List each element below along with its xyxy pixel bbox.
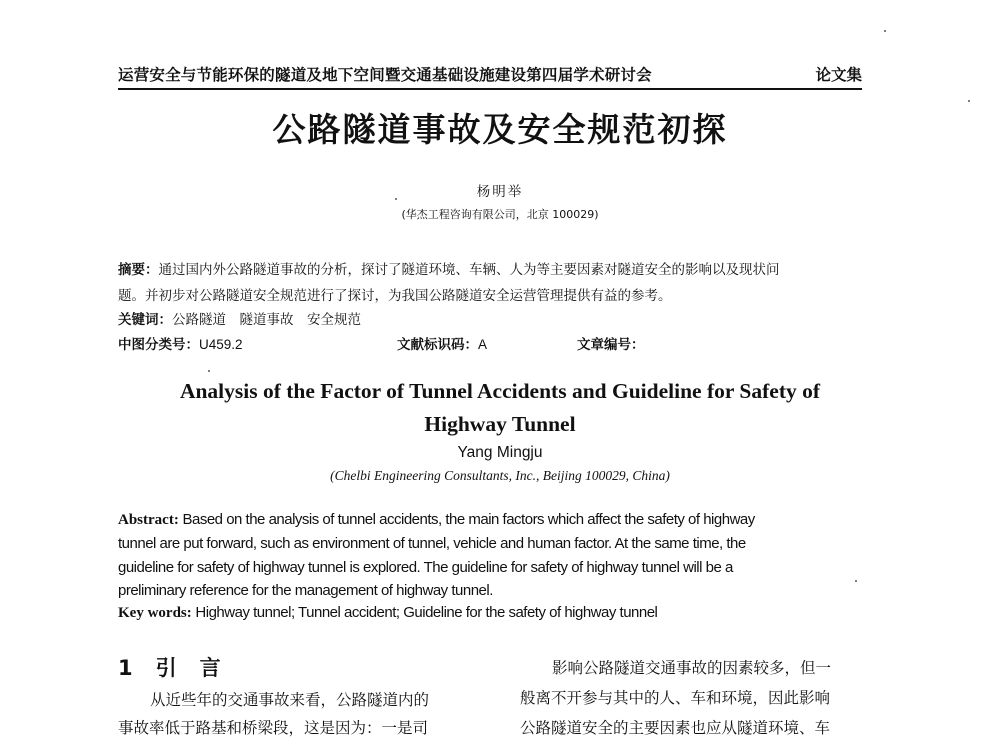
section-label: 论文集 <box>815 66 862 84</box>
scan-speck <box>884 30 886 32</box>
doc-code-label: 文献标识码： <box>397 337 478 353</box>
body-right-line-2: 般离不开参与其中的人、车和环境，因此影响 <box>520 689 831 707</box>
abstract-zh-line-1 <box>118 258 780 278</box>
body-left-line-1: 从近些年的交通事故来看，公路隧道内的 <box>150 691 430 709</box>
running-header <box>118 62 862 90</box>
abstract-zh-line-2: 题。并初步对公路隧道安全规范进行了探讨，为我国公路隧道安全运营管理提供有益的参考。 <box>118 288 672 304</box>
article-number-label: 文章编号： <box>577 337 645 353</box>
abstract-zh-text-1: 通过国内外公路隧道事故的分析，探讨了隧道环境、车辆、人为等主要因素对隧道安全的影响以及现状问 <box>158 262 780 278</box>
paper-title-zh: 公路隧道事故及安全规范初探 <box>272 110 728 149</box>
clc-number <box>118 333 243 353</box>
body-right-line-3: 公路隧道安全的主要因素也应从隧道环境、车 <box>520 719 831 737</box>
author-name-zh: 杨明举 <box>476 184 524 200</box>
affiliation-zh: (华杰工程咨询有限公司，北京 100029) <box>401 208 599 221</box>
keywords-en <box>118 604 657 622</box>
abstract-en-text-1: Based on the analysis of tunnel accidents, the main factors which affect the safety of highway <box>178 511 755 528</box>
doc-code-value: A <box>478 337 488 352</box>
keywords-en-text: Highway tunnel; Tunnel accident; Guideline for the safety of highway tunnel <box>191 604 658 621</box>
keywords-zh-label: 关键词： <box>118 312 172 328</box>
article-number <box>577 333 645 353</box>
affiliation-en: (Chelbi Engineering Consultants, Inc., Beijing 100029, China) <box>330 468 670 483</box>
scan-speck <box>208 370 210 372</box>
paper-title-en-line-1: Analysis of the Factor of Tunnel Accidents and Guideline for Safety of <box>179 379 821 403</box>
body-left-line-2: 事故率低于路基和桥梁段，这是因为：一是司 <box>118 719 429 737</box>
keywords-en-label: Key words: <box>118 605 192 621</box>
clc-label: 中图分类号： <box>118 337 199 353</box>
abstract-en-line-4: preliminary reference for the management of highway tunnel. <box>118 582 493 599</box>
author-name-en: Yang Mingju <box>457 444 543 461</box>
body-right-line-1: 影响公路隧道交通事故的因素较多，但一 <box>552 659 832 677</box>
abstract-en-label: Abstract: <box>118 512 179 528</box>
keywords-zh <box>118 308 361 328</box>
clc-value: U459.2 <box>199 337 243 352</box>
doc-code <box>397 333 487 353</box>
abstract-en-line-1 <box>118 511 755 529</box>
abstract-en-line-3: guideline for safety of highway tunnel is explored. The guideline for safety of highway tunnel will be a <box>118 559 733 576</box>
abstract-zh-label: 摘要： <box>118 262 159 278</box>
scan-speck <box>968 100 970 102</box>
section-heading: 1 引 言 <box>118 656 222 680</box>
keywords-zh-text: 公路隧道 隧道事故 安全规范 <box>172 312 361 328</box>
abstract-en-line-2: tunnel are put forward, such as environment of tunnel, vehicle and human factor. At the same time, the <box>118 535 746 552</box>
journal-title: 运营安全与节能环保的隧道及地下空间暨交通基础设施建设第四届学术研讨会 <box>118 66 652 84</box>
scan-speck <box>855 580 857 582</box>
paper-title-en-line-2: Highway Tunnel <box>424 412 576 436</box>
